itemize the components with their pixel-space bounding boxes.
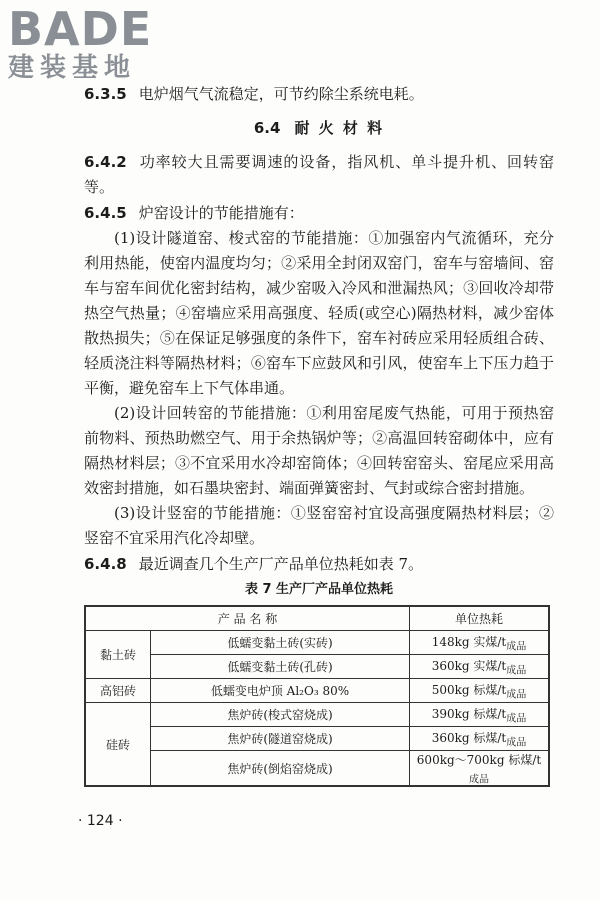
category-cell: 硅砖 <box>85 703 151 787</box>
category-cell: 黏土砖 <box>85 631 151 679</box>
item-3-shaft-kiln: (3)设计竖窑的节能措施：①竖窑窑衬宜设高强度隔热材料层；②竖窑不宜采用汽化冷却壁。 <box>84 504 554 547</box>
category-cell: 高铝砖 <box>85 679 151 703</box>
table-row <box>85 727 549 751</box>
clause-6-3-5: 6.3.5 电炉烟气气流稳定，可节约除尘系统电耗。 <box>84 85 424 103</box>
product-cell: 焦炉砖(倒焰窑烧成) <box>151 751 410 787</box>
clause-6-4-5: 6.4.5 炉窑设计的节能措施有： <box>84 204 304 222</box>
table-header-row <box>85 606 549 631</box>
product-cell: 焦炉砖(梭式窑烧成) <box>151 703 410 727</box>
header-unit-heat: 单位热耗 <box>410 606 550 631</box>
logo-wordmark: BADE <box>8 2 153 56</box>
logo-chinese: 建装基地 <box>8 53 137 83</box>
table-caption: 表 7 生产厂产品单位热耗 <box>244 582 394 597</box>
value-cell: 360kg 实煤$/t_{成品}$ <box>410 655 550 679</box>
clause-6-4-8: 6.4.8 最近调查几个生产厂产品单位热耗如表 7。 <box>84 555 424 573</box>
table-row <box>85 679 549 703</box>
value-cell: 148kg 实煤$/t_{成品}$ <box>410 631 550 655</box>
value-cell: 600kg～700kg 标煤$/t_{成品}$ <box>410 751 550 787</box>
product-cell: 低蠕变黏土砖(实砖) <box>151 631 410 655</box>
page-number: · 124 · <box>78 813 123 829</box>
product-cell: 低蠕变电炉顶 Al₂O₃ 80% <box>151 679 410 703</box>
item-1-tunnel-kiln: (1)设计隧道窑、梭式窑的节能措施：①加强窑内气流循环，充分利用热能，使窑内温度均匀；②采用全封闭双窑门，窑车与窑墙间、窑车与窑车间优化密封结构，减少窑吸入冷风和泄漏热风；③回收冷却带热空气热量；④窑墙应采用高强度、轻质(或空心)隔热材料，减少窑体散热损失；⑤在保证足够强度的条件下，窑车衬砖应采用轻质组合砖、轻质浇注料等隔热材料；⑥窑车下应鼓风和引风，使窑车上下压力趋于平衡，避免窑车上下气体串通。 <box>84 229 554 397</box>
header-product-name: 产 品 名 称 <box>85 606 410 631</box>
value-cell: 360kg 标煤$/t_{成品}$ <box>410 727 550 751</box>
product-cell: 焦炉砖(隧道窑烧成) <box>151 727 410 751</box>
document-body <box>84 82 554 787</box>
table-row <box>85 631 549 655</box>
clause-6-4-2: 6.4.2 功率较大且需要调速的设备，指风机、单斗提升机、回转窑等。 <box>84 153 554 196</box>
value-cell: 390kg 标煤$/t_{成品}$ <box>410 703 550 727</box>
table-row <box>85 703 549 727</box>
section-heading-6-4: 6.4 耐 火 材 料 <box>253 119 385 137</box>
heat-consumption-table <box>84 605 550 787</box>
item-2-rotary-kiln: (2)设计回转窑的节能措施：①利用窑尾废气热能，可用于预热窑前物料、预热助燃空气、用于余热锅炉等；②高温回转窑砌体中，应有隔热材料层；③不宜采用水冷却窑筒体；④回转窑窑头、窑尾应采用高效密封措施，如石墨块密封、端面弹簧密封、气封或综合密封措施。 <box>84 404 554 497</box>
value-cell: 500kg 标煤$/t_{成品}$ <box>410 679 550 703</box>
table-row <box>85 655 549 679</box>
product-cell: 低蠕变黏土砖(孔砖) <box>151 655 410 679</box>
table-row <box>85 751 549 787</box>
logo <box>8 4 178 84</box>
